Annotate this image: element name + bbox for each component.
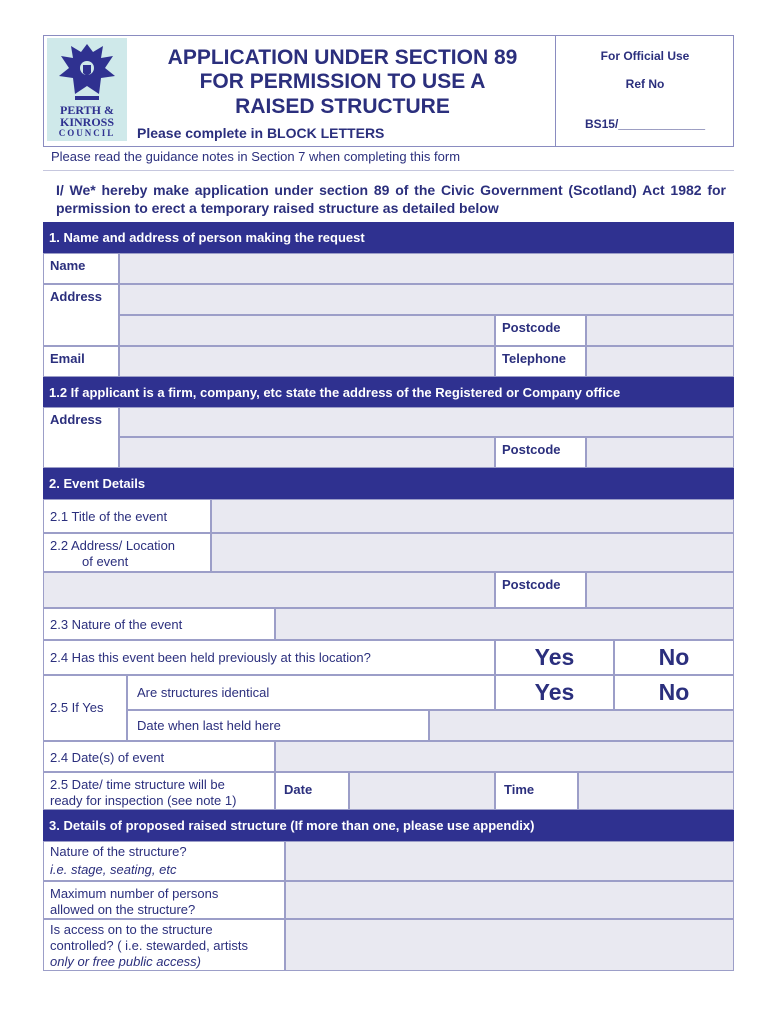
inspection-label-cell: [43, 772, 275, 810]
company-address-label: Address: [50, 412, 103, 427]
inspection-time-label: Time: [504, 782, 535, 797]
access-label-line2: controlled? ( i.e. stewarded, artists: [50, 938, 248, 953]
company-address-label-cell: [43, 407, 119, 468]
event-address-input-line2[interactable]: [43, 572, 495, 608]
structure-nature-label-cell: [43, 841, 285, 881]
nature-input[interactable]: [275, 608, 734, 640]
company-postcode-label-cell: [495, 437, 586, 468]
declaration-text: I/ We* hereby make application under section 89 of the Civic Government (Scotland) Act 1982 for permission to erect a temporary raised structure as detailed below: [56, 182, 726, 216]
guidance-note: Please read the guidance notes in Section 7 when completing this form: [51, 149, 461, 164]
block-letters-note: Please complete in BLOCK LETTERS: [137, 125, 385, 141]
inspection-date-label: Date: [284, 782, 313, 797]
company-address-input-line2[interactable]: [119, 437, 495, 468]
inspection-date-label-cell: [275, 772, 349, 810]
max-persons-label-cell: [43, 881, 285, 919]
identical-label: Are structures identical: [137, 685, 270, 700]
email-input[interactable]: [119, 346, 495, 377]
address-input-line2[interactable]: [119, 315, 495, 346]
structure-nature-label-line2: i.e. stage, seating, etc: [50, 862, 177, 877]
telephone-label-cell: [495, 346, 586, 377]
crest-icon: [47, 38, 127, 104]
nature-label-cell: [43, 608, 275, 640]
event-postcode-label: Postcode: [502, 577, 561, 592]
event-postcode-label-cell: [495, 572, 586, 608]
address-label-cell: [43, 284, 119, 346]
bs15-field[interactable]: BS15/_____________: [584, 117, 706, 131]
name-label-cell: [43, 253, 119, 284]
event-dates-label: 2.4 Date(s) of event: [50, 750, 165, 765]
company-postcode-label: Postcode: [502, 442, 561, 457]
logo-line3: COUNCIL: [58, 128, 116, 138]
council-logo: [47, 38, 127, 141]
name-label: Name: [50, 258, 86, 273]
postcode-label-cell: [495, 315, 586, 346]
held-previously-yes[interactable]: Yes: [495, 640, 614, 675]
event-title-input[interactable]: [211, 499, 734, 533]
last-held-label-cell: [127, 710, 429, 741]
section1-header: 1. Name and address of person making the request: [43, 222, 734, 253]
official-use-label: For Official Use: [600, 49, 690, 63]
access-label-cell: [43, 919, 285, 971]
access-input[interactable]: [285, 919, 734, 971]
event-dates-label-cell: [43, 741, 275, 772]
name-input[interactable]: [119, 253, 734, 284]
title-line1: APPLICATION UNDER SECTION 89: [167, 46, 518, 69]
nature-label: 2.3 Nature of the event: [50, 617, 183, 632]
email-label-cell: [43, 346, 119, 377]
last-held-label: Date when last held here: [137, 718, 281, 733]
event-address-label-line1: 2.2 Address/ Location: [50, 538, 176, 553]
if-yes-label-cell: [43, 675, 127, 741]
event-dates-input[interactable]: [275, 741, 734, 772]
last-held-input[interactable]: [429, 710, 734, 741]
held-previously-label-cell: [43, 640, 495, 675]
telephone-label: Telephone: [502, 351, 567, 366]
held-previously-label: 2.4 Has this event been held previously at this location?: [50, 650, 371, 665]
logo-line1: PERTH &: [60, 103, 114, 117]
if-yes-label: 2.5 If Yes: [50, 700, 104, 715]
telephone-input[interactable]: [586, 346, 734, 377]
max-persons-label-line2: allowed on the structure?: [50, 902, 196, 917]
company-address-input-line1[interactable]: [119, 407, 734, 437]
section1-2-header: 1.2 If applicant is a firm, company, etc state the address of the Registered or Company office: [43, 377, 734, 407]
guidance-rule: [43, 170, 734, 171]
email-label: Email: [50, 351, 85, 366]
structure-nature-label-line1: Nature of the structure?: [50, 844, 187, 859]
identical-yes[interactable]: Yes: [495, 675, 614, 710]
identical-no[interactable]: No: [614, 675, 734, 710]
title-line3: RAISED STRUCTURE: [235, 95, 450, 118]
ref-no-label: Ref No: [625, 77, 665, 91]
event-title-label: 2.1 Title of the event: [50, 509, 168, 524]
address-label: Address: [50, 289, 103, 304]
inspection-time-label-cell: [495, 772, 578, 810]
identical-label-cell: [127, 675, 495, 710]
company-postcode-input[interactable]: [586, 437, 734, 468]
logo-line2: KINROSS: [59, 115, 115, 129]
inspection-date-input[interactable]: [349, 772, 495, 810]
max-persons-input[interactable]: [285, 881, 734, 919]
inspection-label-line2: ready for inspection (see note 1): [50, 793, 237, 808]
address-input-line1[interactable]: [119, 284, 734, 315]
structure-nature-input[interactable]: [285, 841, 734, 881]
access-label-line1: Is access on to the structure: [50, 922, 213, 937]
access-label-line3: only or free public access): [50, 954, 202, 969]
section3-header: 3. Details of proposed raised structure (If more than one, please use appendix): [43, 810, 734, 841]
event-title-label-cell: [43, 499, 211, 533]
max-persons-label-line1: Maximum number of persons: [50, 886, 219, 901]
section2-header: 2. Event Details: [43, 468, 734, 499]
event-address-label-cell: [43, 533, 211, 572]
postcode-input[interactable]: [586, 315, 734, 346]
event-address-input-line1[interactable]: [211, 533, 734, 572]
held-previously-no[interactable]: No: [614, 640, 734, 675]
inspection-label-line1: 2.5 Date/ time structure will be: [50, 777, 225, 792]
title-line2: FOR PERMISSION TO USE A: [199, 70, 486, 93]
event-postcode-input[interactable]: [586, 572, 734, 608]
postcode-label: Postcode: [502, 320, 561, 335]
inspection-time-input[interactable]: [578, 772, 734, 810]
event-address-label-line2: of event: [82, 554, 129, 569]
